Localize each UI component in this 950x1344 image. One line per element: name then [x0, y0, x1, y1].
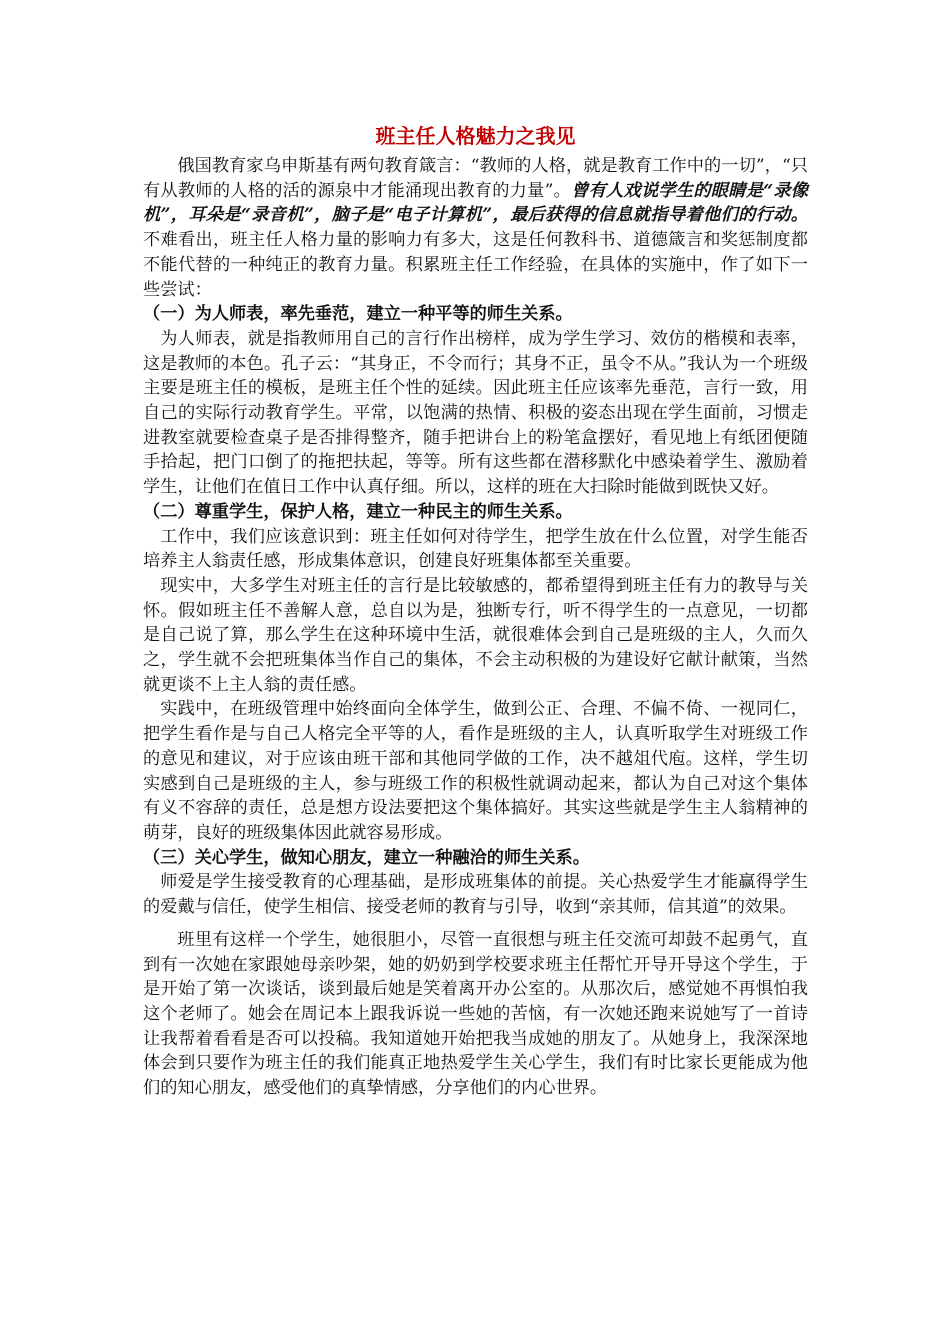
- intro-emphasis: 曾有人戏说学生的眼睛是“录像机”，耳朵是“录音机”，脑子是“电子计算机”，最后获得的信息就指导着他们的行动。: [143, 180, 808, 226]
- section-2-paragraph-2: 现实中，大多学生对班主任的言行是比较敏感的，都希望得到班主任有力的教导与关怀。假如班主任不善解人意，总自以为是，独断专行，听不得学生的一点意见，一切都是自己说了算，那么学生在这种环境中生活，就很难体会到自己是班级的主人，久而久之，学生就不会把班集体当作自己的集体，不会主动积极的为建设好它献计献策，当然就更谈不上主人翁的责任感。: [143, 575, 808, 695]
- document-page: [143, 122, 808, 1101]
- section-3-paragraph-2: 班里有这样一个学生，她很胆小，尽管一直很想与班主任交流可却鼓不起勇气，直到有一次她在家跟她母亲吵架，她的奶奶到学校要求班主任帮忙开导开导这个学生，于是开始了第一次谈话，谈到最后她是笑着离开办公室的。从那次后，感觉她不再惧怕我这个老师了。她会在周记本上跟我诉说一些她的苦恼，有一次她还跑来说她写了一首诗让我帮着看看是否可以投稿。我知道她开始把我当成她的朋友了。从她身上，我深深地体会到只要作为班主任的我们能真正地热爱学生关心学生，我们有时比家长更能成为他们的知心朋友，感受他们的真挚情感，分享他们的内心世界。: [143, 929, 808, 1099]
- document-title: 班主任人格魅力之我见: [375, 124, 576, 148]
- section-3-paragraph-1: 师爱是学生接受教育的心理基础，是形成班集体的前提。关心热爱学生才能赢得学生的爱戴与信任，使学生相信、接受老师的教育与引导，收到“亲其师，信其道”的效果。: [143, 872, 808, 918]
- section-2-heading: （二）尊重学生，保护人格，建立一种民主的师生关系。: [143, 501, 573, 522]
- intro-paragraph: [143, 154, 808, 302]
- intro-text-b: 不难看出，班主任人格力量的影响力有多大，这是任何教科书、道德箴言和奖惩制度都不能代替的一种纯正的教育力量。积累班主任工作经验，在具体的实施中，作了如下一些尝试：: [143, 230, 808, 300]
- section-3-heading: （三）关心学生，做知心朋友，建立一种融洽的师生关系。: [143, 847, 590, 868]
- section-1-paragraph-1: 为人师表，就是指教师用自己的言行作出榜样，成为学生学习、效仿的楷模和表率，这是教师的本色。孔子云：“其身正，不令而行；其身不正，虽令不从。”我认为一个班级主要是班主任的模板，是班主任个性的延续。因此班主任应该率先垂范，言行一致，用自己的实际行动教育学生。平常，以饱满的热情、积极的姿态出现在学生面前，习惯走进教室就要检查桌子是否排得整齐，随手把讲台上的粉笔盒摆好，看见地上有纸团便随手拾起，把门口倒了的拖把扶起，等等。所有这些都在潜移默化中感染着学生、激励着学生，让他们在值日工作中认真仔细。所以，这样的班在大扫除时能做到既快又好。: [143, 328, 808, 498]
- section-2-paragraph-3: 实践中，在班级管理中始终面向全体学生，做到公正、合理、不偏不倚、一视同仁，把学生看作是与自己人格完全平等的人，看作是班级的主人，认真听取学生对班级工作的意见和建议，对于应该由班干部和其他同学做的工作，决不越俎代庖。这样，学生切实感到自己是班级的主人，参与班级工作的积极性就调动起来，都认为自己对这个集体有义不容辞的责任，总是想方设法要把这个集体搞好。其实这些就是学生主人翁精神的萌芽，良好的班级集体因此就容易形成。: [143, 699, 808, 843]
- section-2-paragraph-1: 工作中，我们应该意识到：班主任如何对待学生，把学生放在什么位置，对学生能否培养主人翁责任感，形成集体意识，创建良好班集体都至关重要。: [143, 526, 808, 572]
- intro-text-a: 俄国教育家乌申斯基有两句教育箴言：“教师的人格，就是教育工作中的一切”，“只有从教师的人格的活的源泉中才能涌现出教育的力量”。: [143, 156, 808, 201]
- section-1-heading: （一）为人师表，率先垂范，建立一种平等的师生关系。: [143, 304, 573, 325]
